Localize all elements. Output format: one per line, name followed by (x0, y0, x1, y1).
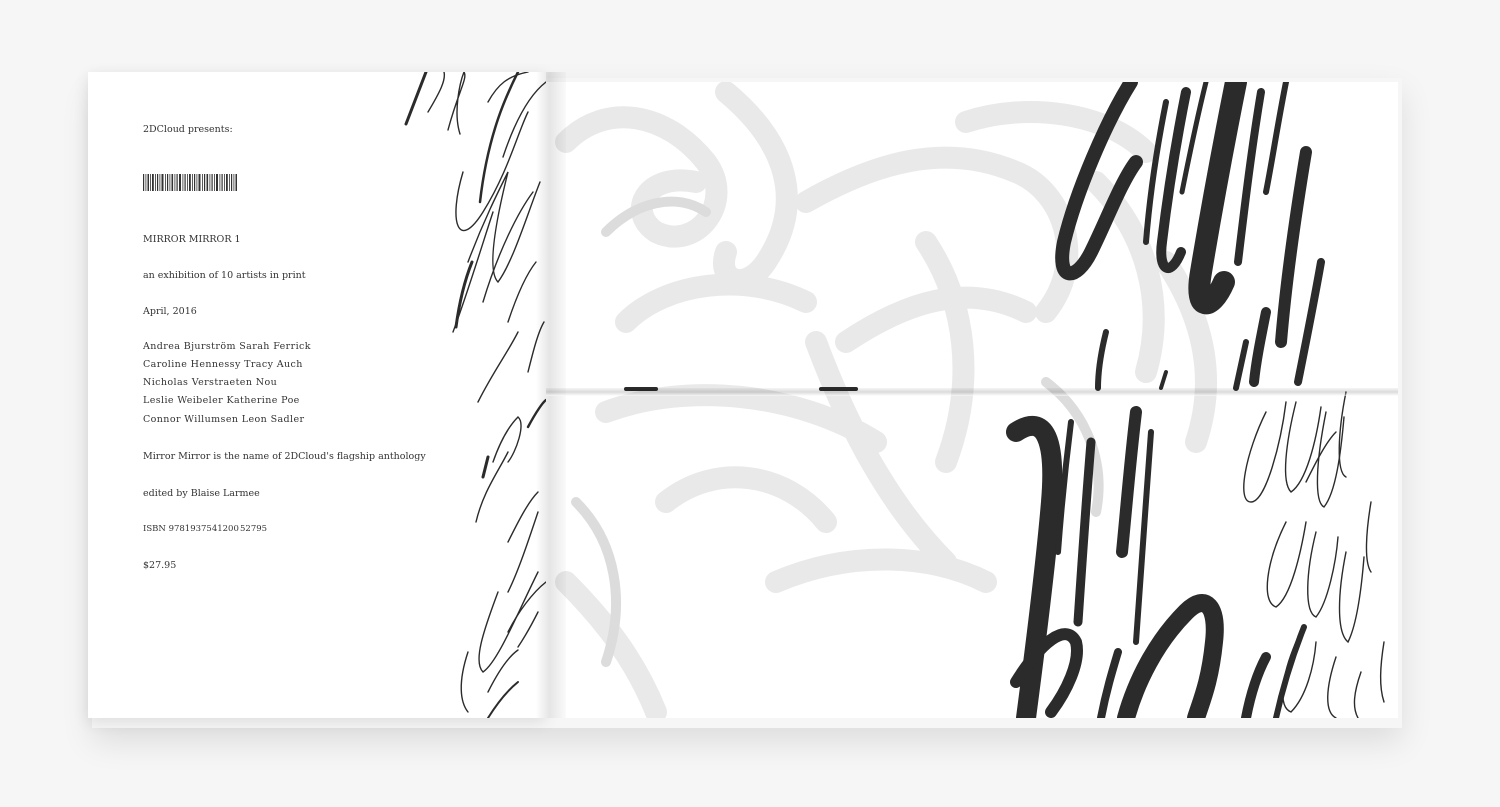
book-description: Mirror Mirror is the name of 2DCloud's flagship anthology (143, 451, 426, 462)
book-title: MIRROR MIRROR 1 (143, 234, 241, 245)
artist-line: Leslie Weibeler Katherine Poe (143, 395, 300, 406)
page-fold (546, 388, 1398, 396)
publication-date: April, 2016 (143, 306, 197, 317)
artist-line: Connor Willumsen Leon Sadler (143, 414, 305, 425)
book-price: $27.95 (143, 560, 177, 571)
ghost-brush-strokes (566, 92, 1206, 712)
right-page (546, 82, 1398, 718)
price-code: 52795 (240, 524, 268, 534)
left-page (88, 72, 546, 718)
publisher-presents: 2DCloud presents: (143, 124, 233, 135)
barcode (143, 174, 237, 191)
book-subtitle: an exhibition of 10 artists in print (143, 270, 306, 281)
editor-credit: edited by Blaise Larmee (143, 488, 260, 499)
artist-line: Andrea Bjurström Sarah Ferrick (143, 341, 311, 352)
artist-line: Caroline Hennessy Tracy Auch (143, 359, 303, 370)
right-page-brush-art (546, 82, 1398, 718)
artist-line: Nicholas Verstraeten Nou (143, 377, 278, 388)
isbn-number: ISBN 9781937541200 (143, 524, 239, 534)
